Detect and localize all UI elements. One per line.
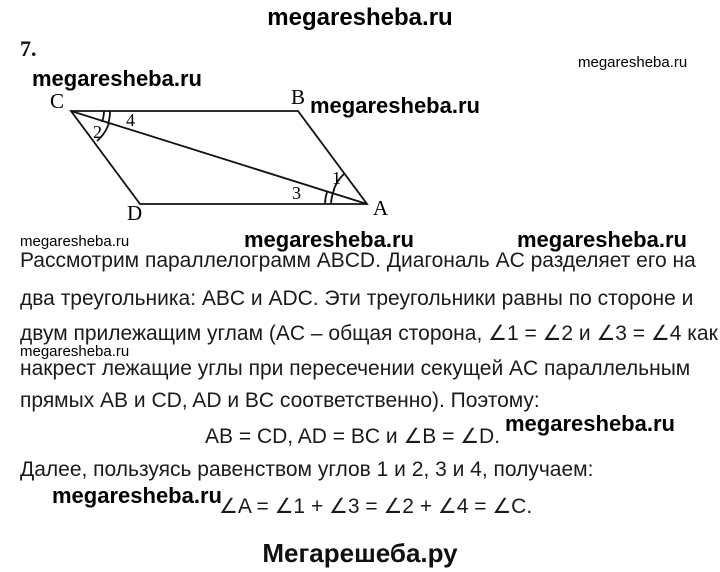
watermark-row-center: megaresheba.ru bbox=[244, 227, 414, 252]
solution-line-4: накрест лежащие углы при пересечении секущей AC параллельным bbox=[20, 357, 691, 380]
watermark-bottom-left: megaresheba.ru bbox=[52, 483, 222, 508]
solution-line-5: прямых AB и CD, AD и BC соответственно). Поэтому: bbox=[20, 389, 540, 412]
watermark-mid-left: megaresheba.ru bbox=[20, 343, 130, 360]
watermark-row-left: megaresheba.ru bbox=[20, 233, 130, 250]
solution-line-1: Рассмотрим параллелограмм ABCD. Диагональ AC разделяет его на bbox=[20, 249, 696, 272]
solution-line-6: Далее, пользуясь равенством углов 1 и 2, 3 и 4, получаем: bbox=[20, 458, 594, 481]
diagonal-ac bbox=[71, 111, 367, 204]
task-number: 7. bbox=[20, 36, 37, 61]
angle-label-3: 3 bbox=[292, 183, 301, 203]
angle-arc-3b bbox=[331, 193, 333, 204]
angle-label-1: 1 bbox=[332, 168, 341, 188]
watermark-top-right: megaresheba.ru bbox=[578, 54, 688, 71]
parallelogram-diagram bbox=[0, 0, 720, 240]
angle-arc-3a bbox=[325, 192, 327, 204]
formula-equalities: AB = CD, AD = BC и ∠B = ∠D. bbox=[205, 425, 501, 448]
watermark-row-right: megaresheba.ru bbox=[517, 227, 687, 252]
vertex-label-b: B bbox=[291, 85, 306, 109]
angle-label-2: 2 bbox=[93, 122, 102, 142]
header-site-watermark: megaresheba.ru bbox=[267, 4, 453, 31]
solution-line-3: двум прилежащим углам (AC – общая сторона, ∠1 = ∠2 и ∠3 = ∠4 как bbox=[20, 322, 718, 345]
footer-title: Мегарешеба.ру bbox=[262, 538, 458, 568]
formula-angles: ∠A = ∠1 + ∠3 = ∠2 + ∠4 = ∠C. bbox=[219, 495, 533, 518]
vertex-label-a: A bbox=[373, 196, 389, 220]
watermark-top-left: megaresheba.ru bbox=[32, 66, 202, 91]
solution-line-2: два треугольника: ABC и ADC. Эти треугольники равны по стороне и bbox=[20, 287, 694, 310]
watermark-near-b: megaresheba.ru bbox=[310, 93, 480, 118]
vertex-label-d: D bbox=[127, 201, 143, 225]
angle-arc-4b bbox=[108, 111, 110, 124]
vertex-label-c: C bbox=[50, 89, 65, 113]
watermark-formula-right: megaresheba.ru bbox=[505, 411, 675, 436]
angle-label-4: 4 bbox=[126, 110, 135, 130]
